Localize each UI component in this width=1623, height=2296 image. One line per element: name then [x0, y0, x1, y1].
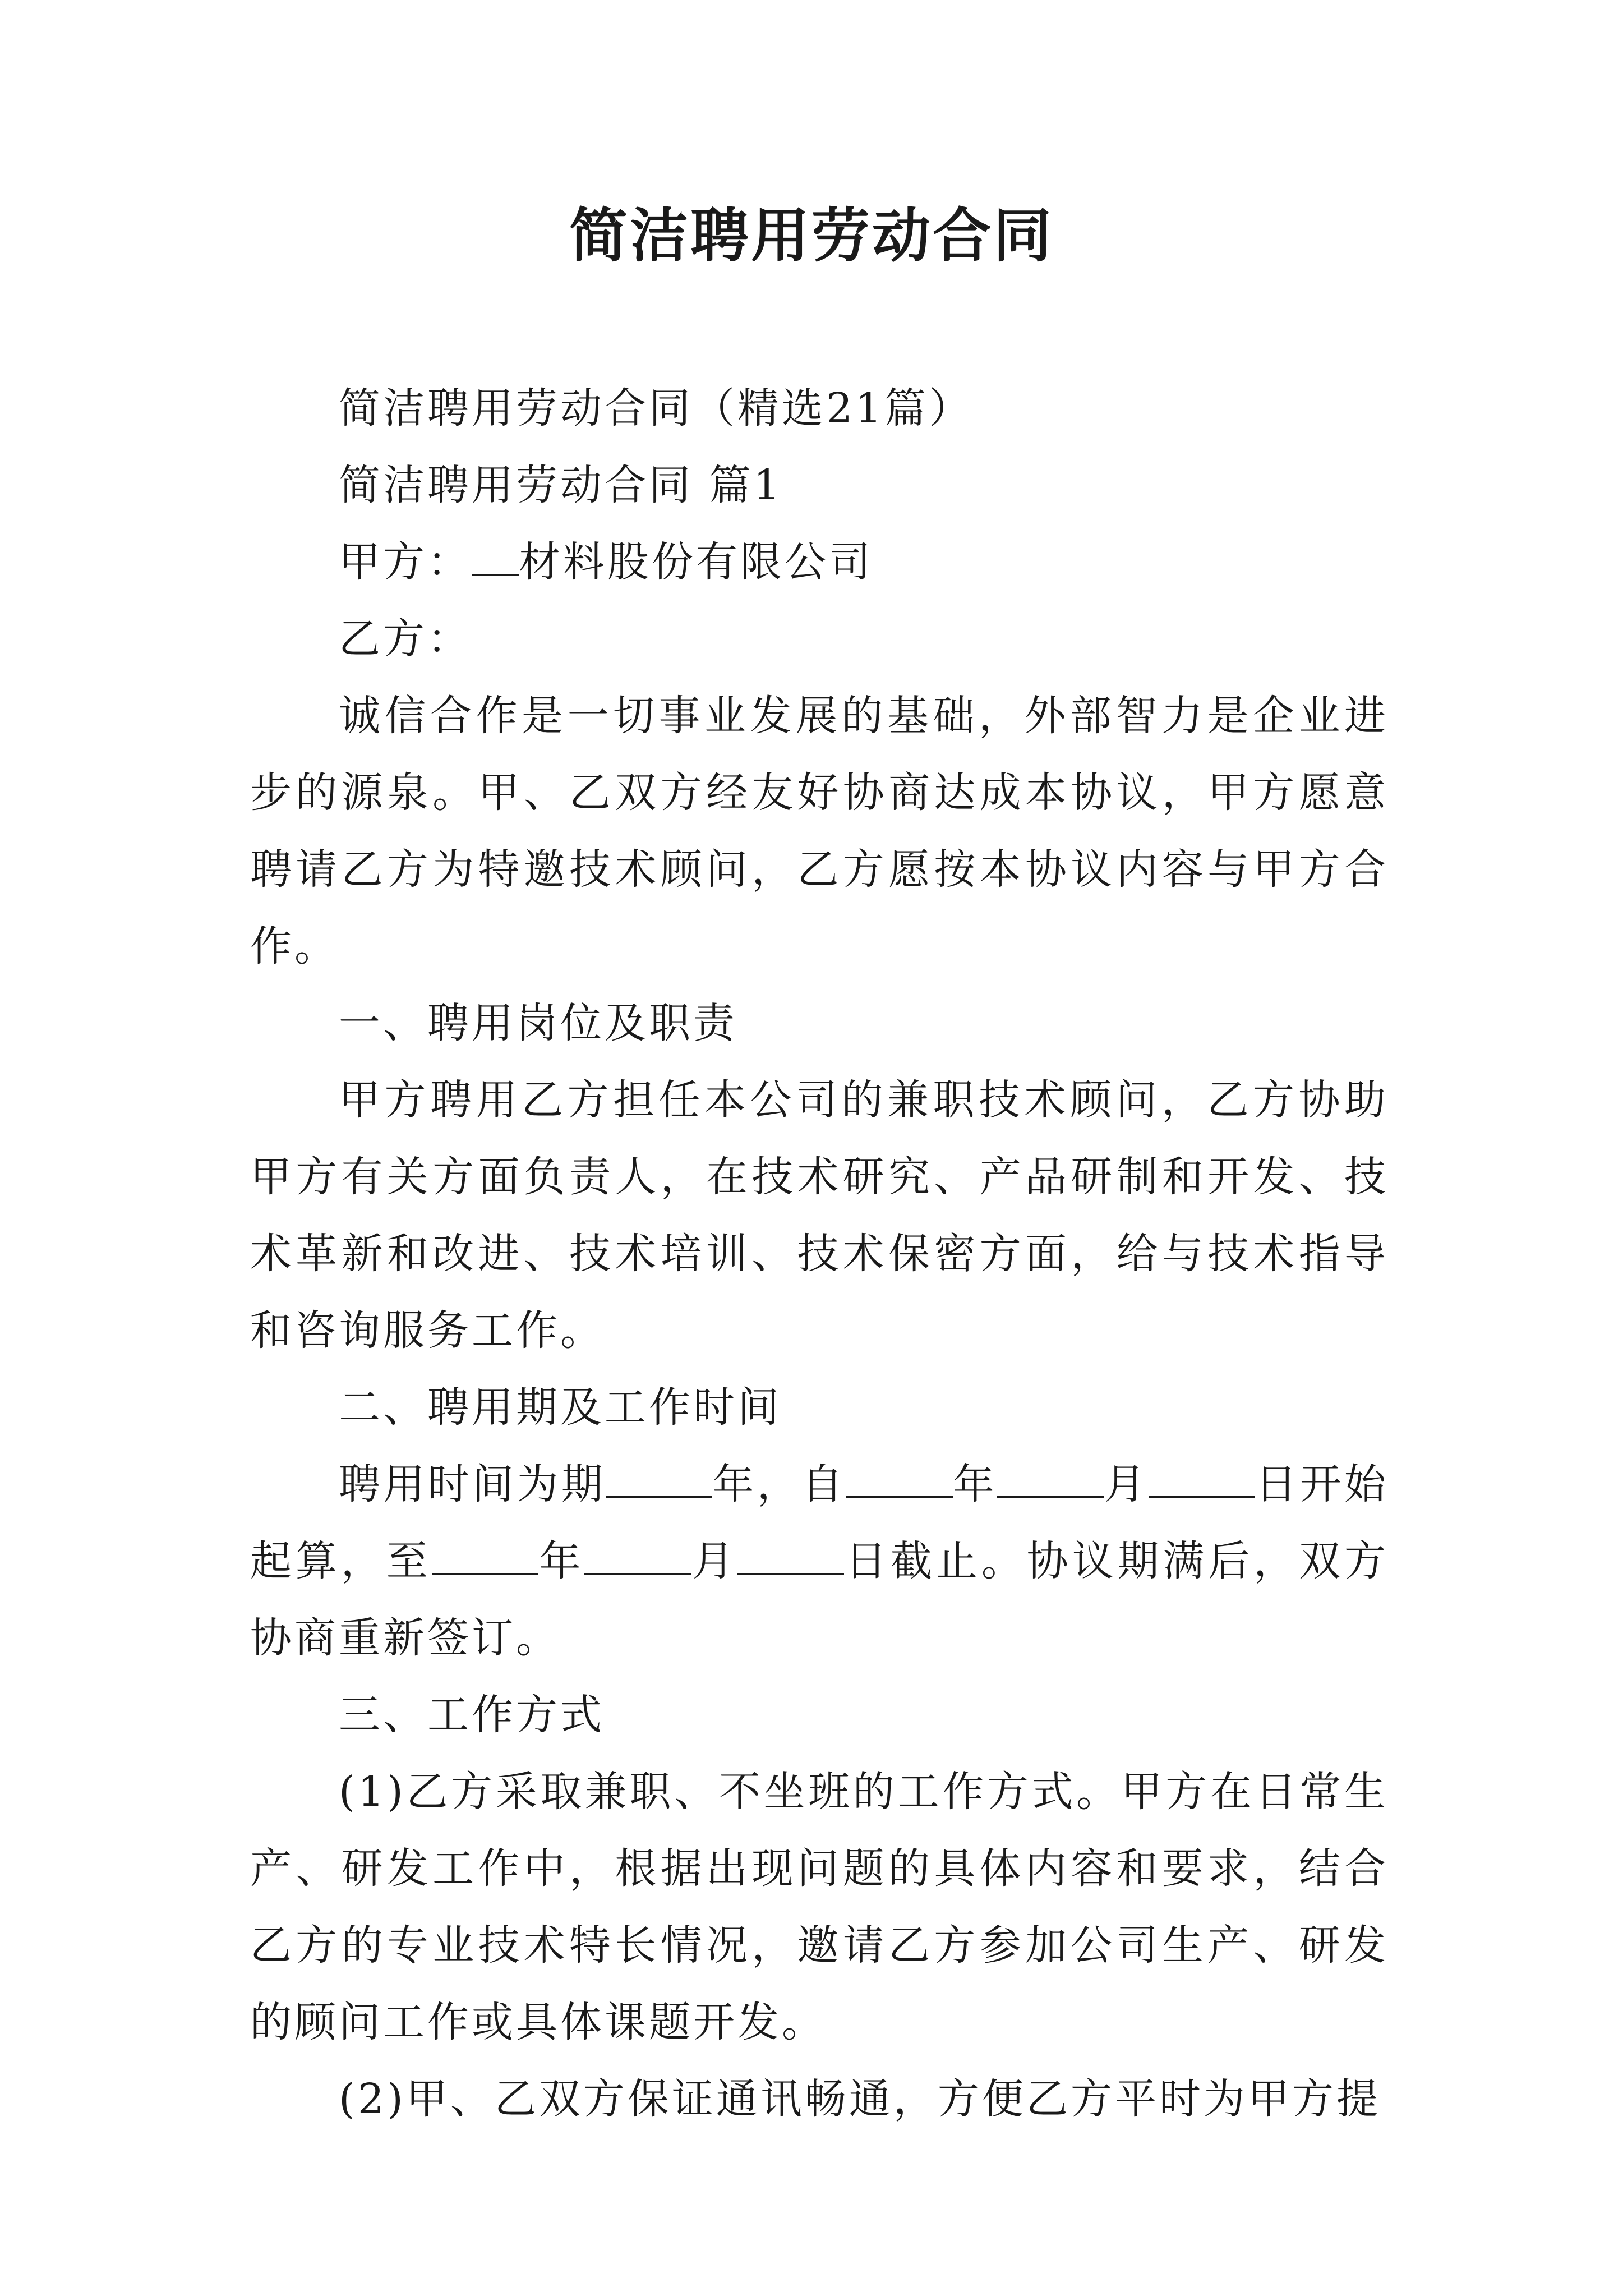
term-text-3: 年: [952, 1460, 998, 1508]
party-a-line: [250, 524, 1389, 601]
party-b-line: 乙方：: [339, 615, 472, 663]
end-day-blank: [737, 1534, 844, 1575]
body-1-paragraph: 甲方聘用乙方担任本公司的兼职技术顾问，乙方协助甲方有关方面负责人，在技术研究、产品研制和开发、技术革新和改进、技术培训、技术保密方面，给与技术指导和咨询服务工作。: [250, 1076, 1389, 1355]
start-day-blank: [1149, 1457, 1255, 1498]
term-text-6: 年: [538, 1537, 585, 1585]
body-3-2-paragraph: (2)甲、乙双方保证通讯畅通，方便乙方平时为甲方提: [339, 2075, 1381, 2123]
end-month-blank: [584, 1534, 691, 1575]
section-heading: 简洁聘用劳动合同 篇1: [339, 461, 783, 509]
term-text-4: 月: [1104, 1460, 1149, 1508]
intro-paragraph: 诚信合作是一切事业发展的基础，外部智力是企业进步的源泉。甲、乙双方经友好协商达成本协议，甲方愿意聘请乙方为特邀技术顾问，乙方愿按本协议内容与甲方合作。: [250, 692, 1389, 970]
party-a-blank: [472, 535, 519, 576]
end-year-blank: [432, 1534, 538, 1575]
term-blank-years: [606, 1457, 712, 1498]
heading-1: 一、聘用岗位及职责: [339, 999, 737, 1047]
start-year-blank: [846, 1457, 953, 1498]
start-month-blank: [997, 1457, 1104, 1498]
body-3-1-paragraph: (1)乙方采取兼职、不坐班的工作方式。甲方在日常生产、研发工作中，根据出现问题的具体内容和要求，结合乙方的专业技术特长情况，邀请乙方参加公司生产、研发的顾问工作或具体课题开发。: [250, 1768, 1389, 2046]
term-text-8: 日截止。协议期满后，双方协商重新签订。: [250, 1537, 1389, 1662]
document-body: [250, 370, 1389, 2138]
term-text-1: 聘用时间为期: [339, 1460, 606, 1508]
subtitle: 简洁聘用劳动合同（精选21篇）: [339, 384, 974, 432]
party-a-name: 材料股份有限公司: [519, 538, 873, 586]
document-title: 简洁聘用劳动合同: [569, 201, 1054, 270]
term-text-7: 月: [691, 1537, 738, 1585]
term-paragraph: [250, 1446, 1389, 1677]
term-text-5: 日开始起算，至: [250, 1460, 1389, 1585]
party-a-label: 甲方：: [339, 538, 472, 586]
heading-3: 三、工作方式: [339, 1691, 605, 1739]
heading-2: 二、聘用期及工作时间: [339, 1383, 782, 1432]
term-text-2: 年，自: [712, 1460, 846, 1508]
